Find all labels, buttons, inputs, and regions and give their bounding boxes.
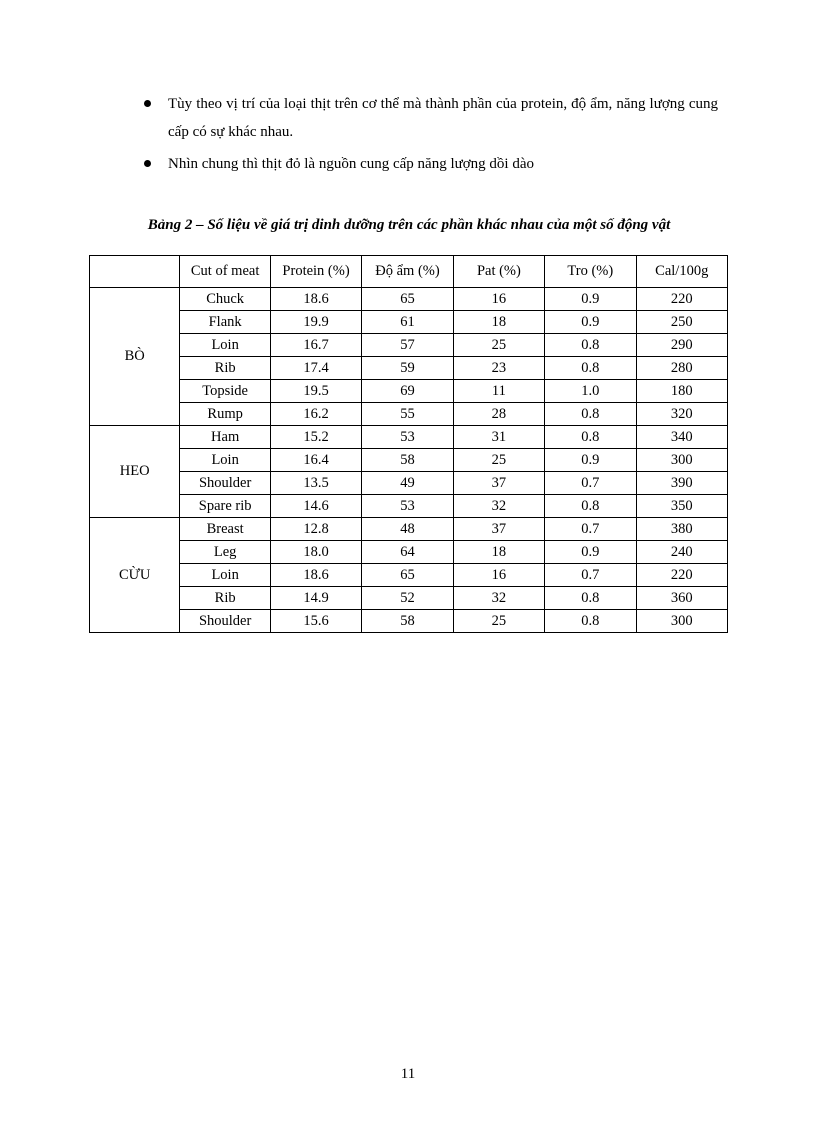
calories-cell: 320 <box>636 403 727 426</box>
fat-cell: 16 <box>453 288 544 311</box>
calories-cell: 220 <box>636 564 727 587</box>
protein-cell: 19.5 <box>270 380 361 403</box>
protein-cell: 17.4 <box>270 357 361 380</box>
table-row <box>90 564 728 587</box>
calories-cell: 300 <box>636 449 727 472</box>
header-cell-calories: Cal/100g <box>636 256 727 288</box>
calories-cell: 180 <box>636 380 727 403</box>
header-cell-protein: Protein (%) <box>270 256 361 288</box>
ash-cell: 0.7 <box>545 472 636 495</box>
table-row <box>90 495 728 518</box>
calories-cell: 380 <box>636 518 727 541</box>
ash-cell: 0.7 <box>545 564 636 587</box>
fat-cell: 31 <box>453 426 544 449</box>
moisture-cell: 65 <box>362 564 453 587</box>
calories-cell: 240 <box>636 541 727 564</box>
table-row <box>90 380 728 403</box>
protein-cell: 18.0 <box>270 541 361 564</box>
moisture-cell: 69 <box>362 380 453 403</box>
ash-cell: 0.9 <box>545 288 636 311</box>
bullet-item <box>142 150 718 178</box>
nutrition-table <box>89 255 728 633</box>
bullet-dot-icon <box>144 160 151 167</box>
fat-cell: 23 <box>453 357 544 380</box>
bullet-dot-icon <box>144 100 151 107</box>
calories-cell: 220 <box>636 288 727 311</box>
ash-cell: 0.9 <box>545 449 636 472</box>
group-label-cell: BÒ <box>90 288 180 426</box>
table-row <box>90 334 728 357</box>
protein-cell: 16.7 <box>270 334 361 357</box>
ash-cell: 0.8 <box>545 357 636 380</box>
table-caption: Bảng 2 – Số liệu về giá trị dinh dưỡng trên các phần khác nhau của một số động vật <box>147 217 671 233</box>
cut-cell: Rump <box>180 403 270 426</box>
protein-cell: 16.4 <box>270 449 361 472</box>
cut-cell: Leg <box>180 541 270 564</box>
moisture-cell: 55 <box>362 403 453 426</box>
table-header-row <box>90 256 728 288</box>
calories-cell: 250 <box>636 311 727 334</box>
group-label-cell: CỪU <box>90 518 180 633</box>
protein-cell: 19.9 <box>270 311 361 334</box>
table-row <box>90 288 728 311</box>
cut-cell: Rib <box>180 587 270 610</box>
header-cell-empty <box>90 256 180 288</box>
calories-cell: 360 <box>636 587 727 610</box>
fat-cell: 28 <box>453 403 544 426</box>
cut-cell: Chuck <box>180 288 270 311</box>
fat-cell: 37 <box>453 472 544 495</box>
bullet-text: Nhìn chung thì thịt đỏ là nguồn cung cấp năng lượng dồi dào <box>168 156 535 172</box>
protein-cell: 15.2 <box>270 426 361 449</box>
protein-cell: 14.9 <box>270 587 361 610</box>
protein-cell: 12.8 <box>270 518 361 541</box>
moisture-cell: 64 <box>362 541 453 564</box>
table-row <box>90 541 728 564</box>
header-cell-cut: Cut of meat <box>180 256 270 288</box>
ash-cell: 0.8 <box>545 403 636 426</box>
table-row <box>90 587 728 610</box>
cut-cell: Loin <box>180 564 270 587</box>
moisture-cell: 53 <box>362 426 453 449</box>
calories-cell: 350 <box>636 495 727 518</box>
ash-cell: 1.0 <box>545 380 636 403</box>
ash-cell: 0.8 <box>545 334 636 357</box>
protein-cell: 15.6 <box>270 610 361 633</box>
ash-cell: 0.8 <box>545 610 636 633</box>
moisture-cell: 52 <box>362 587 453 610</box>
ash-cell: 0.9 <box>545 541 636 564</box>
table-row <box>90 610 728 633</box>
calories-cell: 390 <box>636 472 727 495</box>
table-row <box>90 357 728 380</box>
ash-cell: 0.7 <box>545 518 636 541</box>
table-row <box>90 472 728 495</box>
cut-cell: Shoulder <box>180 610 270 633</box>
fat-cell: 32 <box>453 587 544 610</box>
calories-cell: 300 <box>636 610 727 633</box>
cut-cell: Ham <box>180 426 270 449</box>
group-label-cell: HEO <box>90 426 180 518</box>
fat-cell: 16 <box>453 564 544 587</box>
calories-cell: 280 <box>636 357 727 380</box>
fat-cell: 18 <box>453 311 544 334</box>
cut-cell: Loin <box>180 449 270 472</box>
fat-cell: 32 <box>453 495 544 518</box>
table-row <box>90 311 728 334</box>
table-row <box>90 518 728 541</box>
cut-cell: Flank <box>180 311 270 334</box>
moisture-cell: 61 <box>362 311 453 334</box>
ash-cell: 0.8 <box>545 426 636 449</box>
ash-cell: 0.8 <box>545 587 636 610</box>
moisture-cell: 53 <box>362 495 453 518</box>
bullet-item <box>142 90 718 146</box>
fat-cell: 11 <box>453 380 544 403</box>
table-row <box>90 403 728 426</box>
fat-cell: 18 <box>453 541 544 564</box>
moisture-cell: 58 <box>362 449 453 472</box>
ash-cell: 0.9 <box>545 311 636 334</box>
moisture-cell: 48 <box>362 518 453 541</box>
table-row <box>90 449 728 472</box>
bullet-list <box>142 90 718 182</box>
page-number: 11 <box>400 1066 416 1082</box>
bullet-text: Tùy theo vị trí của loại thịt trên cơ thể mà thành phần của protein, độ ẩm, năng lượng cung cấp có sự khác nhau. <box>168 96 718 140</box>
cut-cell: Loin <box>180 334 270 357</box>
cut-cell: Breast <box>180 518 270 541</box>
fat-cell: 25 <box>453 334 544 357</box>
ash-cell: 0.8 <box>545 495 636 518</box>
moisture-cell: 49 <box>362 472 453 495</box>
protein-cell: 13.5 <box>270 472 361 495</box>
fat-cell: 37 <box>453 518 544 541</box>
cut-cell: Shoulder <box>180 472 270 495</box>
cut-cell: Spare rib <box>180 495 270 518</box>
protein-cell: 16.2 <box>270 403 361 426</box>
cut-cell: Rib <box>180 357 270 380</box>
protein-cell: 18.6 <box>270 564 361 587</box>
header-cell-fat: Pat (%) <box>453 256 544 288</box>
moisture-cell: 59 <box>362 357 453 380</box>
fat-cell: 25 <box>453 449 544 472</box>
calories-cell: 290 <box>636 334 727 357</box>
table-row <box>90 426 728 449</box>
moisture-cell: 57 <box>362 334 453 357</box>
fat-cell: 25 <box>453 610 544 633</box>
header-cell-ash: Tro (%) <box>545 256 636 288</box>
protein-cell: 14.6 <box>270 495 361 518</box>
moisture-cell: 58 <box>362 610 453 633</box>
table-body <box>90 288 728 633</box>
cut-cell: Topside <box>180 380 270 403</box>
moisture-cell: 65 <box>362 288 453 311</box>
header-cell-moisture: Độ ẩm (%) <box>362 256 453 288</box>
calories-cell: 340 <box>636 426 727 449</box>
protein-cell: 18.6 <box>270 288 361 311</box>
